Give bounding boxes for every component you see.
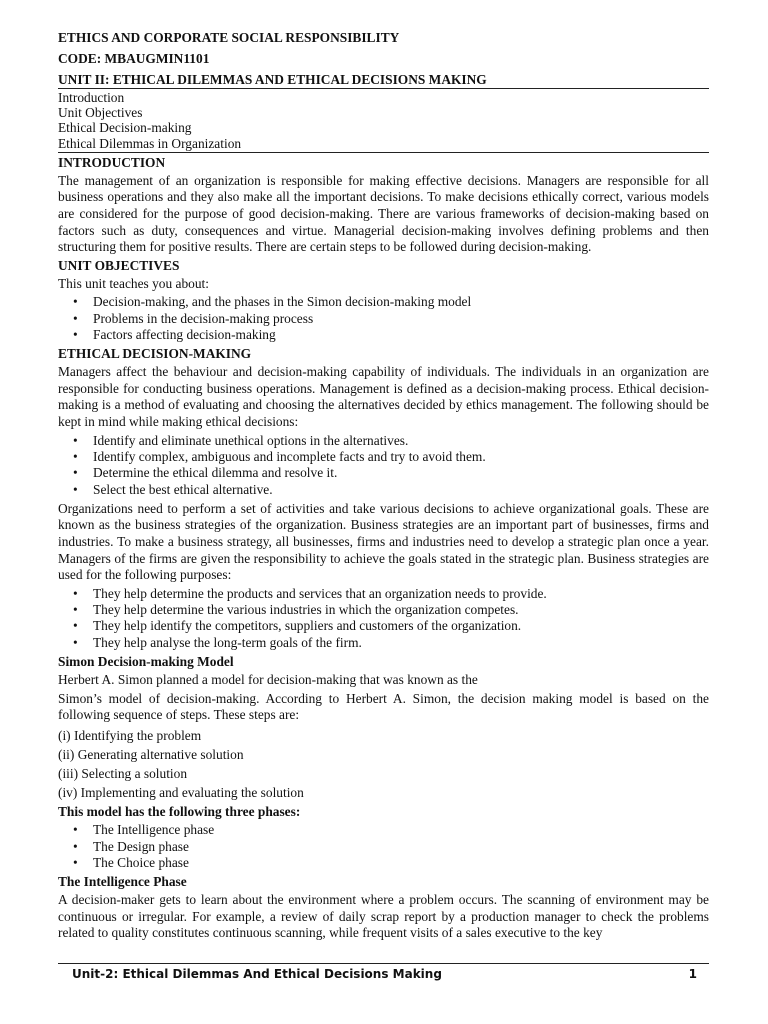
list-item: • Select the best ethical alternative. [93, 482, 709, 498]
intelligence-paragraph: A decision-maker gets to learn about the environment where a problem occurs. The scanning of environment may be continuous or irregular. For example, a review of daily scrap report by a production manager to check the problems related to quality constitutes continuous scanning, while frequent visits of a sales executive to the key [58, 892, 709, 941]
objectives-lead: This unit teaches you about: [58, 275, 209, 291]
list-item: • The Intelligence phase [93, 822, 709, 838]
subsection-heading-simon: Simon Decision-making Model [58, 653, 234, 669]
list-item: • The Choice phase [93, 855, 709, 871]
footer-title: Unit-2: Ethical Dilemmas And Ethical Decisions Making [72, 967, 442, 981]
page-footer [58, 963, 709, 981]
list-item: • Factors affecting decision-making [93, 327, 709, 343]
page-content [58, 30, 709, 944]
phases-heading: This model has the following three phases: [58, 803, 301, 819]
subsection-heading-intelligence: The Intelligence Phase [58, 874, 187, 890]
phases-list [58, 822, 709, 871]
simon-step: (iii) Selecting a solution [58, 765, 188, 781]
ethical-list [58, 433, 709, 498]
list-item: • They help identify the competitors, suppliers and customers of the organization. [93, 618, 709, 634]
course-title: ETHICS AND CORPORATE SOCIAL RESPONSIBILITY [58, 30, 400, 45]
toc-item: Ethical Decision-making [58, 120, 192, 136]
list-item: • Identify and eliminate unethical options in the alternatives. [93, 433, 709, 449]
ethical-paragraph: Managers affect the behaviour and decision-making capability of individuals. The individuals in an organization are responsible for conducting business operations. Management is defined as a decision-making process. Ethical decision-making is a method of evaluating and choosing the alternatives decided by ethics management. The following should be kept in mind while making ethical decisions: [58, 364, 709, 430]
simon-paragraph: Simon’s model of decision-making. According to Herbert A. Simon, the decision making model is based on the following sequence of steps. These steps are: [58, 690, 709, 723]
section-heading-introduction: INTRODUCTION [58, 154, 166, 170]
list-item: • The Design phase [93, 839, 709, 855]
unit-title: UNIT II: ETHICAL DILEMMAS AND ETHICAL DECISIONS MAKING [58, 72, 487, 87]
list-item: • Problems in the decision-making process [93, 311, 709, 327]
simon-intro-line: Herbert A. Simon planned a model for decision-making that was known as the [58, 671, 478, 687]
list-item: • Determine the ethical dilemma and resolve it. [93, 465, 709, 481]
simon-step: (iv) Implementing and evaluating the solution [58, 784, 304, 800]
list-item: • Decision-making, and the phases in the Simon decision-making model [93, 294, 709, 310]
toc-item: Ethical Dilemmas in Organization [58, 135, 242, 151]
list-item: • They help determine the products and services that an organization needs to provide. [93, 586, 709, 602]
toc-item: Introduction [58, 90, 125, 105]
page-number: 1 [688, 967, 697, 981]
divider-bottom [58, 152, 709, 153]
list-item: • Identify complex, ambiguous and incomplete facts and try to avoid them. [93, 449, 709, 465]
list-item: • They help analyse the long-term goals of the firm. [93, 635, 709, 651]
course-code: CODE: MBAUGMIN1101 [58, 51, 210, 66]
objectives-list [58, 294, 709, 343]
simon-step: (ii) Generating alternative solution [58, 746, 244, 762]
list-item: • They help determine the various industries in which the organization competes. [93, 602, 709, 618]
simon-step: (i) Identifying the problem [58, 727, 202, 743]
introduction-paragraph: The management of an organization is responsible for making effective decisions. Managers are responsible for all business operations and they also make all the important decisions. To make decisions ethically correct, various models are considered for the purpose of good decision-making. There are various frameworks of decision-making based on factors such as duty, consequences and virtue. Managerial decision-making involves defining problems and then structuring them for positive results. There are certain steps to be followed during decision-making. [58, 172, 709, 255]
strategy-paragraph: Organizations need to perform a set of activities and take various decisions to achieve organizational goals. These are known as the business strategies of the organization. Business strategies are an important part of businesses, firms and industries. To make a business strategy, all businesses, firms and industries need to develop a strategic plan once a year. Managers of the firms are given the responsibility to achieve the goals stated in the strategic plan. Business strategies are used for the following purposes: [58, 500, 709, 583]
strategy-list [58, 586, 709, 651]
section-heading-objectives: UNIT OBJECTIVES [58, 257, 180, 273]
section-heading-ethical-decision-making: ETHICAL DECISION-MAKING [58, 346, 252, 362]
toc-item: Unit Objectives [58, 105, 143, 121]
table-of-contents [58, 89, 709, 152]
